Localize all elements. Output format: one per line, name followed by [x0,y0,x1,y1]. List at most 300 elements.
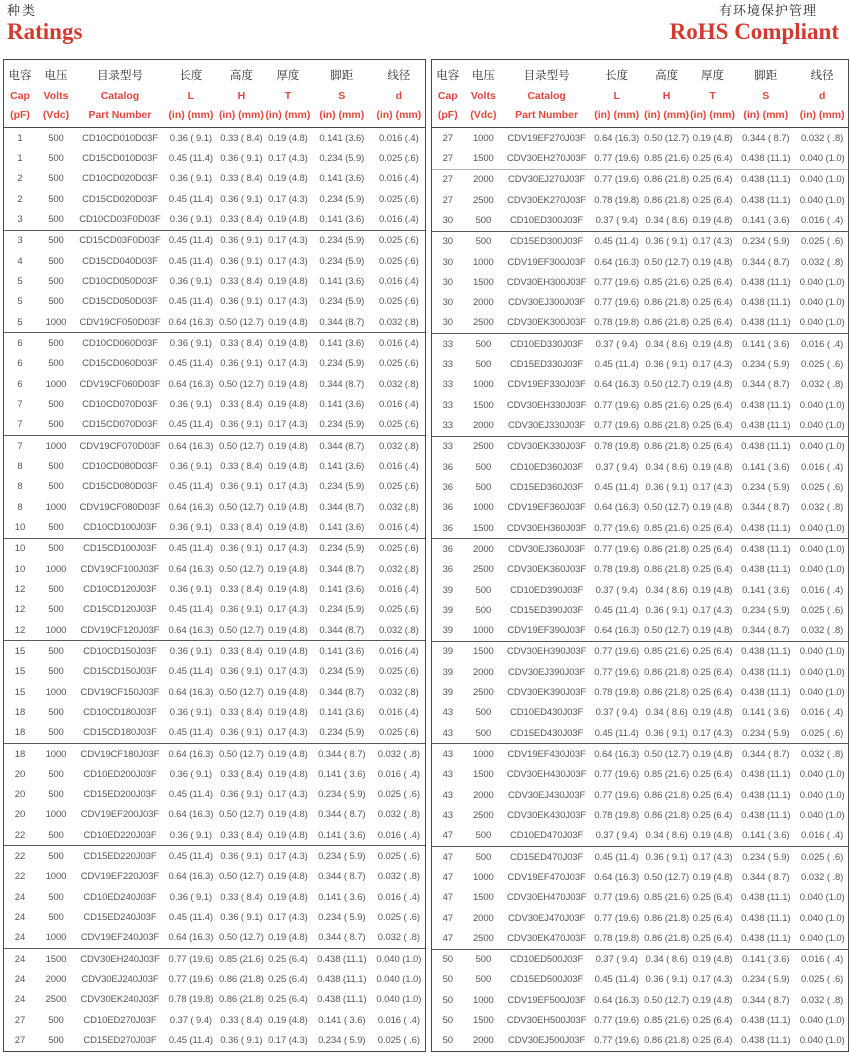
cell-h: 0.85 (21.6) [644,1015,690,1027]
cell-h: 0.86 (21.8) [218,994,264,1006]
cell-l: 0.45 (11.4) [168,1035,213,1047]
cell-l: 0.78 (19.8) [594,194,640,206]
cell-l: 0.77 (19.6) [594,543,640,555]
cell-l: 0.36 ( 9.1) [169,706,212,718]
column-header-text: 长度 [605,69,629,82]
cell-volts: 500 [48,358,64,370]
table-row [4,702,425,722]
cell-t: 0.25 (6.4) [692,276,733,288]
cell-s: 0.141 (3.6) [319,132,365,144]
cell-l: 0.45 (11.4) [594,974,639,986]
cell-d: 0.025 (.6) [378,152,419,164]
cell-catalog: CD15CD020D03F [82,193,158,205]
cell-d: 0.025 (.6) [378,358,419,370]
cell-h: 0.36 ( 9.1) [645,974,688,986]
cell-cap: 27 [14,1014,26,1026]
cell-d: 0.016 ( .4) [377,1014,420,1026]
cell-l: 0.45 (11.4) [168,296,213,308]
cell-catalog: CD15ED500J03F [510,974,584,986]
cell-cap: 10 [14,521,26,533]
cell-t: 0.19 (4.8) [692,132,733,144]
cell-h: 0.86 (21.8) [644,666,690,678]
table-row [4,292,425,312]
cell-t: 0.19 (4.8) [268,583,308,595]
cell-catalog: CDV30EJ500J03F [507,1035,586,1047]
table-row [432,846,848,867]
cell-s: 0.438 (11.1) [741,932,791,944]
cell-l: 0.45 (11.4) [168,235,213,247]
cell-s: 0.141 (3.6) [319,337,365,349]
cell-cap: 39 [442,666,453,678]
rohs-label: RoHS Compliant [669,19,839,44]
cell-catalog: CD15ED300J03F [510,236,584,248]
cell-t: 0.19 (4.8) [692,379,733,391]
column-header-cap [432,60,464,127]
table-row [432,867,848,887]
cell-t: 0.25 (6.4) [692,666,733,678]
cell-d: 0.016 (.4) [378,583,419,595]
cell-l: 0.37 ( 9.4) [169,1014,212,1026]
cell-volts: 500 [475,359,492,371]
cell-catalog: CD15ED240J03F [83,912,157,924]
cell-l: 0.64 (16.3) [168,378,214,390]
cell-l: 0.36 ( 9.1) [169,460,212,472]
cell-t: 0.19 (4.8) [268,624,308,636]
cell-h: 0.86 (21.8) [644,543,690,555]
cell-volts: 1500 [473,769,494,781]
cell-volts: 2000 [473,912,494,924]
cell-volts: 500 [475,584,492,596]
cell-cap: 39 [442,625,453,637]
cell-cap: 33 [442,420,453,432]
cell-t: 0.19 (4.8) [268,1014,308,1026]
cell-s: 0.234 (5.9) [319,666,365,678]
cell-catalog: CDV19CF180J03F [80,748,160,760]
cell-catalog: CD10CD100J03F [83,521,157,533]
column-header-text: 脚距 [330,69,354,82]
cell-l: 0.78 (19.8) [168,994,214,1006]
cell-s: 0.141 ( 3.6) [318,768,366,780]
cell-cap: 15 [14,645,26,657]
cell-s: 0.141 ( 3.6) [742,830,790,842]
cell-volts: 1500 [473,892,494,904]
cell-s: 0.141 ( 3.6) [742,338,790,350]
table-header [4,60,425,128]
column-header-text: 目录型号 [523,69,570,82]
table-row [4,189,425,209]
table-row [4,497,425,517]
cell-l: 0.64 (16.3) [168,871,214,883]
cell-t: 0.19 (4.8) [692,461,733,473]
cell-h: 0.86 (21.8) [644,809,690,821]
cell-cap: 36 [442,543,453,555]
column-header-t [265,60,311,127]
cell-l: 0.45 (11.4) [168,481,213,493]
cell-l: 0.64 (16.3) [594,994,640,1006]
table-row [4,251,425,271]
cell-d: 0.032 (.8) [378,624,419,636]
cell-d: 0.040 (1.0) [799,441,845,453]
cell-catalog: CDV19EF200J03F [80,809,160,821]
cell-cap: 24 [14,891,26,903]
cell-s: 0.438 (11.1) [741,152,791,164]
cell-t: 0.25 (6.4) [692,317,733,329]
cell-cap: 30 [442,317,453,329]
cell-volts: 500 [48,460,64,472]
cell-s: 0.344 ( 8.7) [742,994,790,1006]
cell-volts: 1500 [473,276,494,288]
cell-l: 0.45 (11.4) [168,789,213,801]
cell-t: 0.17 (4.3) [268,912,308,924]
cell-h: 0.36 ( 9.1) [220,419,263,431]
cell-volts: 500 [48,768,64,780]
cell-cap: 1 [17,152,23,164]
cell-d: 0.040 (1.0) [799,522,845,534]
cell-l: 0.45 (11.4) [168,255,213,267]
cell-l: 0.64 (16.3) [594,625,640,637]
cell-volts: 1000 [45,748,67,760]
cell-d: 0.016 ( .4) [801,214,844,226]
cell-catalog: CDV19EF390J03F [507,625,586,637]
cell-s: 0.234 ( 5.9) [742,851,790,863]
cell-t: 0.17 (4.3) [268,666,308,678]
table-row [4,169,425,189]
cell-cap: 15 [14,666,26,678]
cell-s: 0.234 ( 5.9) [742,481,790,493]
cell-d: 0.025 ( .6) [801,604,844,616]
cell-t: 0.25 (6.4) [692,789,733,801]
cell-cap: 12 [14,583,26,595]
cell-t: 0.25 (6.4) [692,809,733,821]
cell-d: 0.040 (1.0) [799,543,845,555]
cell-l: 0.78 (19.8) [594,687,640,699]
column-header-text: (in) (mm) [376,109,422,122]
cell-catalog: CD15ED200J03F [83,789,157,801]
cell-s: 0.234 ( 5.9) [318,912,366,924]
cell-catalog: CD15ED390J03F [510,604,584,616]
cell-h: 0.33 ( 8.4) [220,829,263,841]
cell-t: 0.17 (4.3) [692,851,733,863]
cell-volts: 1000 [473,256,494,268]
column-header-text: 电容 [436,69,460,82]
cell-s: 0.438 (11.1) [741,317,791,329]
cell-catalog: CD15CD040D03F [82,255,158,267]
cell-d: 0.025 ( .6) [801,359,844,371]
cell-h: 0.36 ( 9.1) [220,543,263,555]
cell-d: 0.016 ( .4) [377,891,420,903]
cell-t: 0.19 (4.8) [268,378,308,390]
cell-volts: 1000 [473,625,494,637]
cell-t: 0.25 (6.4) [692,687,733,699]
cell-volts: 500 [475,481,492,493]
cell-cap: 43 [442,769,453,781]
table-row [4,928,425,948]
cell-t: 0.19 (4.8) [268,460,308,472]
column-header-text: d [818,89,826,102]
cell-h: 0.33 ( 8.4) [220,460,263,472]
column-header-s [735,60,796,127]
table-row [4,600,425,620]
cell-s: 0.141 (3.6) [319,398,365,410]
cell-catalog: CD10CD050D03F [82,275,158,287]
cell-d: 0.016 (.4) [378,460,419,472]
cell-h: 0.86 (21.8) [644,932,690,944]
cell-d: 0.032 ( .8) [801,994,844,1006]
column-header-text: 目录型号 [96,69,143,82]
cell-h: 0.85 (21.6) [644,646,690,658]
table-row [432,333,848,354]
cell-catalog: CDV19CF050D03F [79,316,161,328]
cell-s: 0.438 (11.1) [741,809,791,821]
cell-s: 0.438 (11.1) [741,441,791,453]
cell-h: 0.50 (12.7) [644,132,690,144]
cell-l: 0.64 (16.3) [168,809,214,821]
cell-cap: 47 [442,830,453,842]
cell-h: 0.36 ( 9.1) [645,851,688,863]
cell-volts: 1500 [473,399,494,411]
table-row [4,559,425,579]
cell-l: 0.64 (16.3) [594,749,640,761]
column-header-text: 厚度 [276,69,300,82]
cell-t: 0.17 (4.3) [692,481,733,493]
cell-catalog: CD10ED360J03F [510,461,584,473]
cell-d: 0.040 (1.0) [799,932,845,944]
table-row [432,375,848,395]
cell-s: 0.344 ( 8.7) [742,871,790,883]
cell-t: 0.19 (4.8) [692,749,733,761]
cell-d: 0.040 (1.0) [799,152,845,164]
cell-volts: 500 [48,1035,64,1047]
cell-l: 0.37 ( 9.4) [595,461,638,473]
cell-h: 0.34 ( 8.6) [645,954,688,966]
cell-cap: 50 [442,954,453,966]
table-row [432,1031,848,1051]
cell-s: 0.344 ( 8.7) [742,256,790,268]
cell-catalog: CD10CD060D03F [82,337,158,349]
cell-s: 0.141 (3.6) [319,521,365,533]
cell-cap: 22 [14,871,26,883]
table-row [4,271,425,291]
cell-t: 0.25 (6.4) [692,194,733,206]
cell-cap: 30 [442,236,453,248]
cell-cap: 3 [17,235,23,247]
table-row [4,887,425,907]
cell-d: 0.040 (1.0) [799,809,845,821]
column-header-text: Volts [43,89,69,102]
cell-l: 0.36 ( 9.1) [169,891,212,903]
cell-h: 0.50 (12.7) [644,502,690,514]
cell-cap: 43 [442,809,453,821]
cell-h: 0.36 ( 9.1) [220,851,263,863]
cell-cap: 33 [442,359,453,371]
cell-d: 0.032 ( .8) [377,809,420,821]
cell-catalog: CDV19EF330J03F [507,379,586,391]
cell-volts: 2000 [473,543,494,555]
column-header-l [164,60,218,127]
cell-cap: 18 [14,706,26,718]
cell-cap: 33 [442,338,453,350]
cell-d: 0.040 (1.0) [376,974,422,986]
cell-t: 0.19 (4.8) [268,645,308,657]
cell-catalog: CD15ED270J03F [83,1035,157,1047]
cell-l: 0.45 (11.4) [594,727,639,739]
cell-h: 0.50 (12.7) [218,686,264,698]
cell-h: 0.36 ( 9.1) [220,481,263,493]
cell-volts: 2500 [473,441,494,453]
cell-d: 0.032 ( .8) [801,379,844,391]
cell-d: 0.040 (1.0) [376,994,422,1006]
cell-l: 0.77 (19.6) [168,953,214,965]
cell-s: 0.438 (11.1) [317,994,367,1006]
cell-h: 0.36 ( 9.1) [220,193,263,205]
cell-catalog: CDV30EJ430J03F [507,789,586,801]
cell-l: 0.37 ( 9.4) [595,584,638,596]
column-header-text: 脚距 [754,69,778,82]
cell-volts: 1000 [45,686,67,698]
cell-h: 0.34 ( 8.6) [645,830,688,842]
cell-cap: 15 [14,686,26,698]
cell-s: 0.234 (5.9) [319,419,365,431]
cell-s: 0.344 ( 8.7) [742,132,790,144]
cell-volts: 500 [48,1014,64,1026]
cell-catalog: CD10ED270J03F [83,1014,157,1026]
cell-cap: 20 [14,789,26,801]
cell-s: 0.234 (5.9) [319,296,365,308]
table-row [432,252,848,272]
cell-cap: 36 [442,564,453,576]
cell-l: 0.36 ( 9.1) [169,521,212,533]
cell-volts: 500 [475,851,492,863]
cell-t: 0.25 (6.4) [692,522,733,534]
cell-t: 0.25 (6.4) [692,420,733,432]
cell-volts: 500 [48,829,64,841]
cell-cap: 10 [14,543,26,555]
cell-h: 0.34 ( 8.6) [645,461,688,473]
cell-l: 0.78 (19.8) [594,317,640,329]
cell-t: 0.25 (6.4) [692,152,733,164]
cell-t: 0.17 (4.3) [268,604,308,616]
cell-t: 0.19 (4.8) [268,768,308,780]
cell-cap: 50 [442,974,453,986]
cell-d: 0.040 (1.0) [799,789,845,801]
column-header-text: 高度 [229,69,253,82]
cell-l: 0.45 (11.4) [594,481,639,493]
cell-d: 0.032 (.8) [378,440,419,452]
cell-h: 0.36 ( 9.1) [645,727,688,739]
cell-t: 0.17 (4.3) [268,358,308,370]
column-header-h [218,60,265,127]
cell-h: 0.86 (21.8) [644,687,690,699]
cell-catalog: CD15CD070D03F [82,419,158,431]
cell-d: 0.032 (.8) [378,501,419,513]
cell-volts: 1500 [45,953,67,965]
cell-t: 0.17 (4.3) [268,1035,308,1047]
cell-h: 0.50 (12.7) [218,563,264,575]
cell-t: 0.19 (4.8) [268,871,308,883]
cell-l: 0.45 (11.4) [168,358,213,370]
cell-t: 0.17 (4.3) [692,727,733,739]
cell-s: 0.234 (5.9) [319,481,365,493]
cell-cap: 50 [442,994,453,1006]
cell-l: 0.64 (16.3) [594,256,640,268]
cell-s: 0.234 (5.9) [319,235,365,247]
cell-cap: 7 [17,440,23,452]
cell-h: 0.33 ( 8.4) [220,173,263,185]
cell-d: 0.032 (.8) [378,378,419,390]
cell-volts: 2000 [473,1035,494,1047]
cell-catalog: CD10CD180J03F [83,706,157,718]
cell-h: 0.34 ( 8.6) [645,338,688,350]
table-row [432,703,848,723]
cell-volts: 2500 [473,932,494,944]
cell-h: 0.50 (12.7) [218,932,264,944]
cell-l: 0.37 ( 9.4) [595,830,638,842]
cell-cap: 27 [442,132,453,144]
cell-t: 0.19 (4.8) [268,398,308,410]
table-row [4,948,425,969]
cell-s: 0.438 (11.1) [741,1015,791,1027]
table-row [4,845,425,866]
cell-d: 0.025 (.6) [378,255,419,267]
cell-s: 0.344 ( 8.7) [318,871,366,883]
cell-s: 0.234 (5.9) [319,604,365,616]
table-row [432,560,848,580]
cell-t: 0.25 (6.4) [268,994,308,1006]
cell-d: 0.025 (.6) [378,481,419,493]
table-row [4,517,425,537]
column-header-s [311,60,373,127]
cell-l: 0.77 (19.6) [594,152,640,164]
table-body [4,128,425,1051]
cell-d: 0.016 (.4) [378,173,419,185]
column-header-text: L [187,89,195,102]
cell-h: 0.85 (21.6) [644,522,690,534]
cell-cap: 2 [17,173,23,185]
cell-t: 0.25 (6.4) [268,953,308,965]
column-header-t [690,60,735,127]
table-row [432,765,848,785]
table-row [432,538,848,559]
cell-l: 0.37 ( 9.4) [595,707,638,719]
cell-cap: 39 [442,584,453,596]
column-header-text: (pF) [10,109,30,122]
table-row [4,662,425,682]
cell-t: 0.17 (4.3) [268,193,308,205]
cell-volts: 500 [48,521,64,533]
cell-d: 0.032 ( .8) [377,748,420,760]
cell-h: 0.33 ( 8.4) [220,706,263,718]
cell-catalog: CD15ED220J03F [83,851,157,863]
cell-volts: 500 [48,213,64,225]
cell-catalog: CD15CD080D03F [82,481,158,493]
cell-catalog: CD15ED430J03F [510,727,584,739]
cell-volts: 1000 [473,749,494,761]
cell-volts: 1000 [473,502,494,514]
column-header-text: (in) (mm) [265,109,311,122]
cell-h: 0.50 (12.7) [218,440,264,452]
cell-s: 0.234 ( 5.9) [742,236,790,248]
cell-s: 0.141 (3.6) [319,213,365,225]
cell-s: 0.344 ( 8.7) [742,379,790,391]
cell-h: 0.85 (21.6) [644,769,690,781]
cell-volts: 500 [48,173,64,185]
table-row [4,682,425,702]
cell-catalog: CD10CD080D03F [82,460,158,472]
column-header-catalog [503,60,590,127]
cell-s: 0.141 ( 3.6) [742,954,790,966]
cell-t: 0.25 (6.4) [692,1015,733,1027]
cell-catalog: CD10ED200J03F [83,768,157,780]
